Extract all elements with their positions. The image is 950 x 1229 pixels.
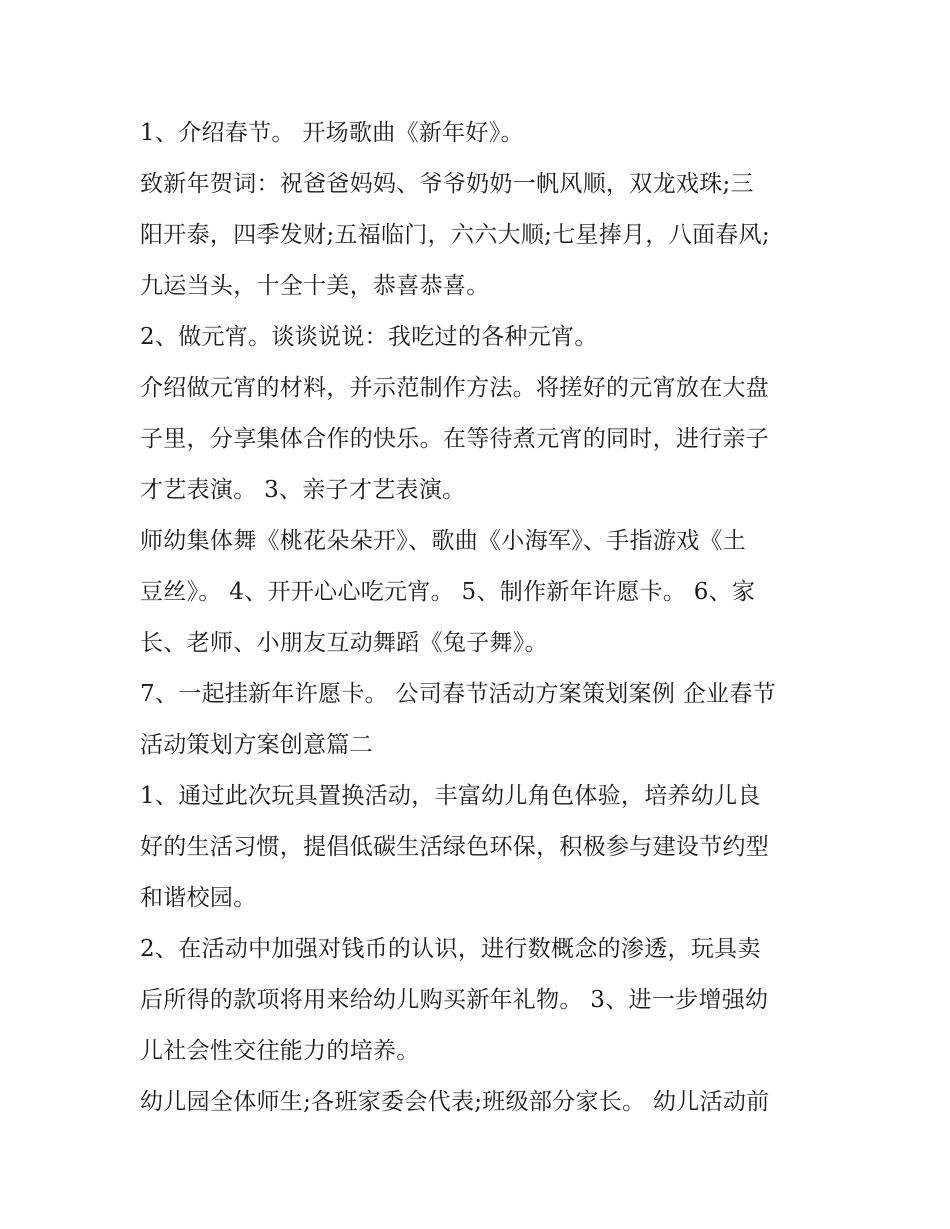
text-line-19: 儿社会性交往能力的培养。 — [140, 1038, 420, 1064]
text-line-17: 2、在活动中加强对钱币的认识，进行数概念的渗透，玩具卖 — [140, 936, 761, 962]
text-line-10: 豆丝》。 4、开开心心吃元宵。 5、制作新年许愿卡。 6、家 — [140, 579, 756, 605]
text-line-14: 1、通过此次玩具置换活动，丰富幼儿角色体验，培养幼儿良 — [140, 783, 761, 809]
text-line-1: 1、介绍春节。 开场歌曲《新年好》。 — [140, 120, 524, 146]
text-line-13: 活动策划方案创意篇二 — [140, 732, 373, 758]
text-line-20: 幼儿园全体师生;各班家委会代表;班级部分家长。 幼儿活动前 — [140, 1089, 770, 1115]
text-line-7: 子里，分享集体合作的快乐。在等待煮元宵的同时，进行亲子 — [140, 426, 770, 452]
text-line-18: 后所得的款项将用来给幼儿购买新年礼物。 3、进一步增强幼 — [140, 987, 769, 1013]
text-line-9: 师幼集体舞《桃花朵朵开》、歌曲《小海军》、手指游戏《土 — [140, 528, 747, 554]
text-line-12: 7、一起挂新年许愿卡。 公司春节活动方案策划案例 企业春节 — [140, 681, 776, 707]
text-line-11: 长、老师、小朋友互动舞蹈《兔子舞》。 — [140, 630, 548, 656]
text-line-4: 九运当头，十全十美，恭喜恭喜。 — [140, 273, 490, 299]
text-line-2: 致新年贺词：祝爸爸妈妈、爷爷奶奶一帆风顺，双龙戏珠;三 — [140, 171, 754, 197]
text-line-16: 和谐校园。 — [140, 885, 257, 911]
document-body — [140, 108, 820, 1128]
text-line-8: 才艺表演。 3、亲子才艺表演。 — [140, 477, 466, 503]
text-line-5: 2、做元宵。谈谈说说：我吃过的各种元宵。 — [140, 324, 598, 350]
text-line-3: 阳开泰，四季发财;五福临门，六六大顺;七星捧月，八面春风; — [140, 222, 770, 248]
text-line-15: 好的生活习惯，提倡低碳生活绿色环保，积极参与建设节约型 — [140, 834, 770, 860]
text-line-6: 介绍做元宵的材料，并示范制作方法。将搓好的元宵放在大盘 — [140, 375, 770, 401]
